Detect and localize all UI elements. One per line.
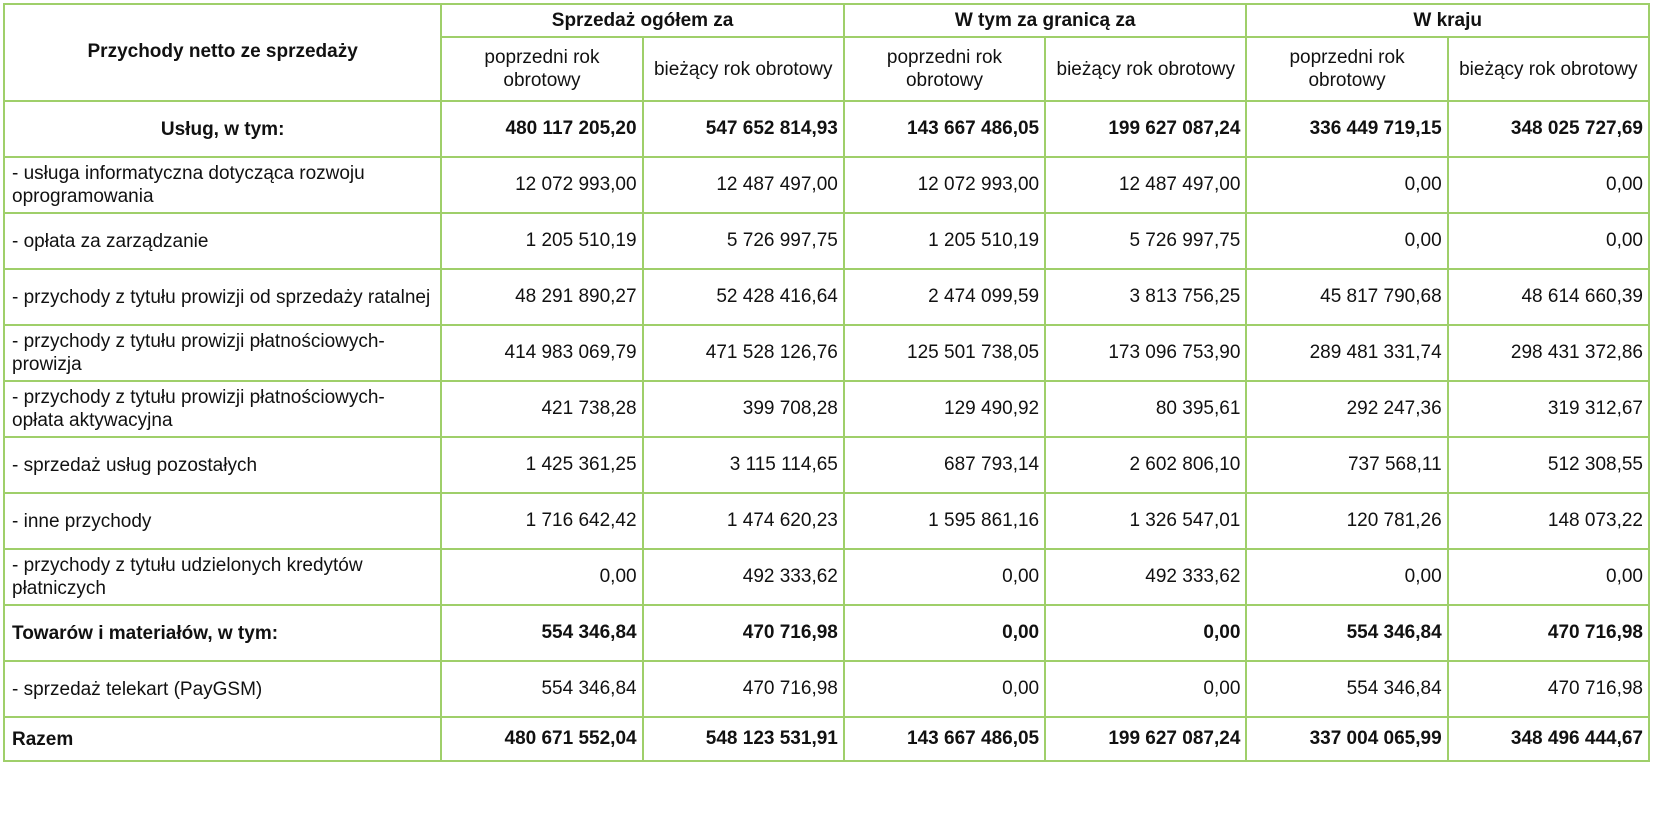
col-header-curr-year: bieżący rok obrotowy	[1045, 37, 1246, 101]
table-row	[4, 325, 1649, 381]
value-cell: 0,00	[1246, 157, 1447, 213]
value-cell: 0,00	[1045, 661, 1246, 717]
value-cell: 399 708,28	[643, 381, 844, 437]
col-header-prev-year: poprzedni rok obrotowy	[844, 37, 1045, 101]
row-label: - usługa informatyczna dotycząca rozwoju oprogramowania	[4, 157, 441, 213]
header-row-groups	[4, 4, 1649, 37]
value-cell: 199 627 087,24	[1045, 101, 1246, 157]
value-cell: 143 667 486,05	[844, 717, 1045, 761]
col-header-prev-year: poprzedni rok obrotowy	[441, 37, 642, 101]
row-label: - sprzedaż telekart (PayGSM)	[4, 661, 441, 717]
col-header-curr-year: bieżący rok obrotowy	[643, 37, 844, 101]
value-cell: 512 308,55	[1448, 437, 1649, 493]
row-label: - sprzedaż usług pozostałych	[4, 437, 441, 493]
value-cell: 12 487 497,00	[1045, 157, 1246, 213]
value-cell: 554 346,84	[441, 605, 642, 661]
value-cell: 0,00	[844, 549, 1045, 605]
value-cell: 0,00	[844, 605, 1045, 661]
value-cell: 48 291 890,27	[441, 269, 642, 325]
row-label: - inne przychody	[4, 493, 441, 549]
value-cell: 2 602 806,10	[1045, 437, 1246, 493]
value-cell: 5 726 997,75	[1045, 213, 1246, 269]
value-cell: 1 205 510,19	[844, 213, 1045, 269]
group-header-abroad: W tym za granicą za	[844, 4, 1247, 37]
value-cell: 470 716,98	[1448, 605, 1649, 661]
value-cell: 0,00	[1045, 605, 1246, 661]
value-cell: 12 072 993,00	[844, 157, 1045, 213]
row-label: - przychody z tytułu prowizji płatnościowych-prowizja	[4, 325, 441, 381]
value-cell: 52 428 416,64	[643, 269, 844, 325]
row-label: - przychody z tytułu prowizji płatnościowych-opłata aktywacyjna	[4, 381, 441, 437]
total-row	[4, 717, 1649, 761]
value-cell: 173 096 753,90	[1045, 325, 1246, 381]
table-row	[4, 605, 1649, 661]
value-cell: 1 474 620,23	[643, 493, 844, 549]
value-cell: 148 073,22	[1448, 493, 1649, 549]
value-cell: 554 346,84	[1246, 605, 1447, 661]
value-cell: 687 793,14	[844, 437, 1045, 493]
table-row	[4, 213, 1649, 269]
value-cell: 0,00	[441, 549, 642, 605]
value-cell: 1 716 642,42	[441, 493, 642, 549]
value-cell: 414 983 069,79	[441, 325, 642, 381]
revenue-table	[3, 3, 1650, 762]
value-cell: 492 333,62	[643, 549, 844, 605]
row-label-header: Przychody netto ze sprzedaży	[4, 4, 441, 101]
value-cell: 470 716,98	[1448, 661, 1649, 717]
table-row	[4, 157, 1649, 213]
value-cell: 80 395,61	[1045, 381, 1246, 437]
value-cell: 45 817 790,68	[1246, 269, 1447, 325]
table-row	[4, 437, 1649, 493]
value-cell: 337 004 065,99	[1246, 717, 1447, 761]
table-row	[4, 381, 1649, 437]
value-cell: 289 481 331,74	[1246, 325, 1447, 381]
value-cell: 12 072 993,00	[441, 157, 642, 213]
group-header-domestic: W kraju	[1246, 4, 1649, 37]
value-cell: 319 312,67	[1448, 381, 1649, 437]
value-cell: 480 117 205,20	[441, 101, 642, 157]
value-cell: 125 501 738,05	[844, 325, 1045, 381]
table-row	[4, 549, 1649, 605]
value-cell: 492 333,62	[1045, 549, 1246, 605]
value-cell: 199 627 087,24	[1045, 717, 1246, 761]
value-cell: 3 115 114,65	[643, 437, 844, 493]
value-cell: 48 614 660,39	[1448, 269, 1649, 325]
value-cell: 0,00	[1246, 549, 1447, 605]
value-cell: 470 716,98	[643, 605, 844, 661]
value-cell: 470 716,98	[643, 661, 844, 717]
value-cell: 298 431 372,86	[1448, 325, 1649, 381]
row-label: Towarów i materiałów, w tym:	[4, 605, 441, 661]
value-cell: 3 813 756,25	[1045, 269, 1246, 325]
value-cell: 292 247,36	[1246, 381, 1447, 437]
value-cell: 1 595 861,16	[844, 493, 1045, 549]
col-header-curr-year: bieżący rok obrotowy	[1448, 37, 1649, 101]
value-cell: 1 425 361,25	[441, 437, 642, 493]
group-header-total: Sprzedaż ogółem za	[441, 4, 844, 37]
value-cell: 548 123 531,91	[643, 717, 844, 761]
row-label: - przychody z tytułu prowizji od sprzedaży ratalnej	[4, 269, 441, 325]
value-cell: 143 667 486,05	[844, 101, 1045, 157]
value-cell: 0,00	[1246, 213, 1447, 269]
value-cell: 0,00	[844, 661, 1045, 717]
value-cell: 0,00	[1448, 549, 1649, 605]
value-cell: 1 205 510,19	[441, 213, 642, 269]
value-cell: 5 726 997,75	[643, 213, 844, 269]
row-label: - opłata za zarządzanie	[4, 213, 441, 269]
value-cell: 348 496 444,67	[1448, 717, 1649, 761]
value-cell: 554 346,84	[1246, 661, 1447, 717]
table-row	[4, 101, 1649, 157]
value-cell: 0,00	[1448, 157, 1649, 213]
value-cell: 1 326 547,01	[1045, 493, 1246, 549]
row-label: Usług, w tym:	[4, 101, 441, 157]
row-label: Razem	[4, 717, 441, 761]
row-label: - przychody z tytułu udzielonych kredytów płatniczych	[4, 549, 441, 605]
value-cell: 348 025 727,69	[1448, 101, 1649, 157]
value-cell: 129 490,92	[844, 381, 1045, 437]
table-row	[4, 661, 1649, 717]
value-cell: 471 528 126,76	[643, 325, 844, 381]
value-cell: 554 346,84	[441, 661, 642, 717]
value-cell: 336 449 719,15	[1246, 101, 1447, 157]
value-cell: 547 652 814,93	[643, 101, 844, 157]
table-row	[4, 493, 1649, 549]
value-cell: 737 568,11	[1246, 437, 1447, 493]
value-cell: 0,00	[1448, 213, 1649, 269]
value-cell: 480 671 552,04	[441, 717, 642, 761]
table-row	[4, 269, 1649, 325]
value-cell: 120 781,26	[1246, 493, 1447, 549]
value-cell: 12 487 497,00	[643, 157, 844, 213]
value-cell: 421 738,28	[441, 381, 642, 437]
value-cell: 2 474 099,59	[844, 269, 1045, 325]
col-header-prev-year: poprzedni rok obrotowy	[1246, 37, 1447, 101]
